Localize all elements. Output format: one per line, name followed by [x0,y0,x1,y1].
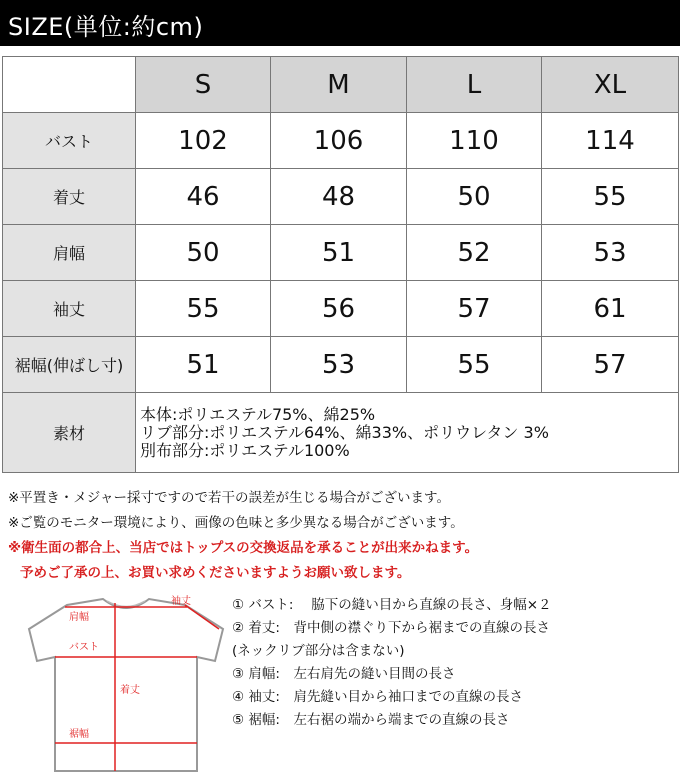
table-row [3,169,679,225]
row-label-shoulder: 肩幅 [3,225,136,281]
material-line: 本体:ポリエステル75%、綿25% [140,404,376,424]
row-label-bust: バスト [3,113,136,169]
cell-value: 53 [542,225,679,281]
table-row [3,281,679,337]
cell-value: 50 [407,169,542,225]
size-title: SIZE(単位:約cm) [8,13,204,41]
material-line: 別布部分:ポリエステル100% [140,440,350,460]
note-measurement: ※平置き・メジャー採寸ですので若干の誤差が生じる場合がございます。 [8,490,450,506]
legend-item: ③ 肩幅: 左右肩先の縫い目間の長さ [232,666,456,682]
legend-item: ④ 袖丈: 肩先縫い目から袖口までの直線の長さ [232,689,523,705]
row-label-material: 素材 [3,393,136,473]
label-hem: 裾幅 [69,729,89,740]
size-table [2,56,679,473]
tshirt-diagram [25,595,225,775]
cell-value: 46 [136,169,271,225]
row-label-hem: 裾幅(伸ばし寸) [3,337,136,393]
label-length: 着丈 [120,685,140,696]
cell-value: 55 [407,337,542,393]
cell-value: 53 [271,337,407,393]
table-row [3,225,679,281]
cell-value: 61 [542,281,679,337]
table-row [3,337,679,393]
row-label-length: 着丈 [3,169,136,225]
material-line: リブ部分:ポリエステル64%、綿33%、ポリウレタン 3% [140,422,549,442]
legend-item: ② 着丈: 背中側の襟ぐり下から裾までの直線の長さ [232,620,550,636]
table-row [3,113,679,169]
cell-value: 114 [542,113,679,169]
label-shoulder: 肩幅 [69,612,89,623]
cell-value: 57 [407,281,542,337]
label-bust: バスト [69,642,99,653]
cell-value: 56 [271,281,407,337]
size-header-row [3,57,679,113]
notes [8,486,678,586]
col-header-l: L [407,57,542,113]
cell-value: 48 [271,169,407,225]
cell-value: 51 [136,337,271,393]
note-return-policy: ※衛生面の都合上、当店ではトップスの交換返品を承ることが出来かねます。 [8,540,479,556]
legend-item: (ネックリブ部分は含まない) [232,643,405,659]
cell-value: 51 [271,225,407,281]
material-row [3,393,679,473]
measurement-legend [232,594,677,732]
label-sleeve: 袖丈 [171,596,191,607]
material-cell [136,393,679,473]
cell-value: 110 [407,113,542,169]
legend-item: ① バスト: 脇下の縫い目から直線の長さ、身幅×２ [232,597,552,613]
cell-value: 55 [542,169,679,225]
cell-value: 52 [407,225,542,281]
note-monitor: ※ご覧のモニター環境により、画像の色味と多少異なる場合がございます。 [8,515,464,531]
cell-value: 102 [136,113,271,169]
note-return-policy-2: 予めご了承の上、お買い求めくださいますようお願い致します。 [20,565,411,581]
corner-cell [3,57,136,113]
legend-item: ⑤ 裾幅: 左右裾の端から端までの直線の長さ [232,712,510,728]
cell-value: 50 [136,225,271,281]
cell-value: 55 [136,281,271,337]
col-header-m: M [271,57,407,113]
cell-value: 57 [542,337,679,393]
col-header-xl: XL [542,57,679,113]
col-header-s: S [136,57,271,113]
size-header [0,0,680,46]
cell-value: 106 [271,113,407,169]
row-label-sleeve: 袖丈 [3,281,136,337]
